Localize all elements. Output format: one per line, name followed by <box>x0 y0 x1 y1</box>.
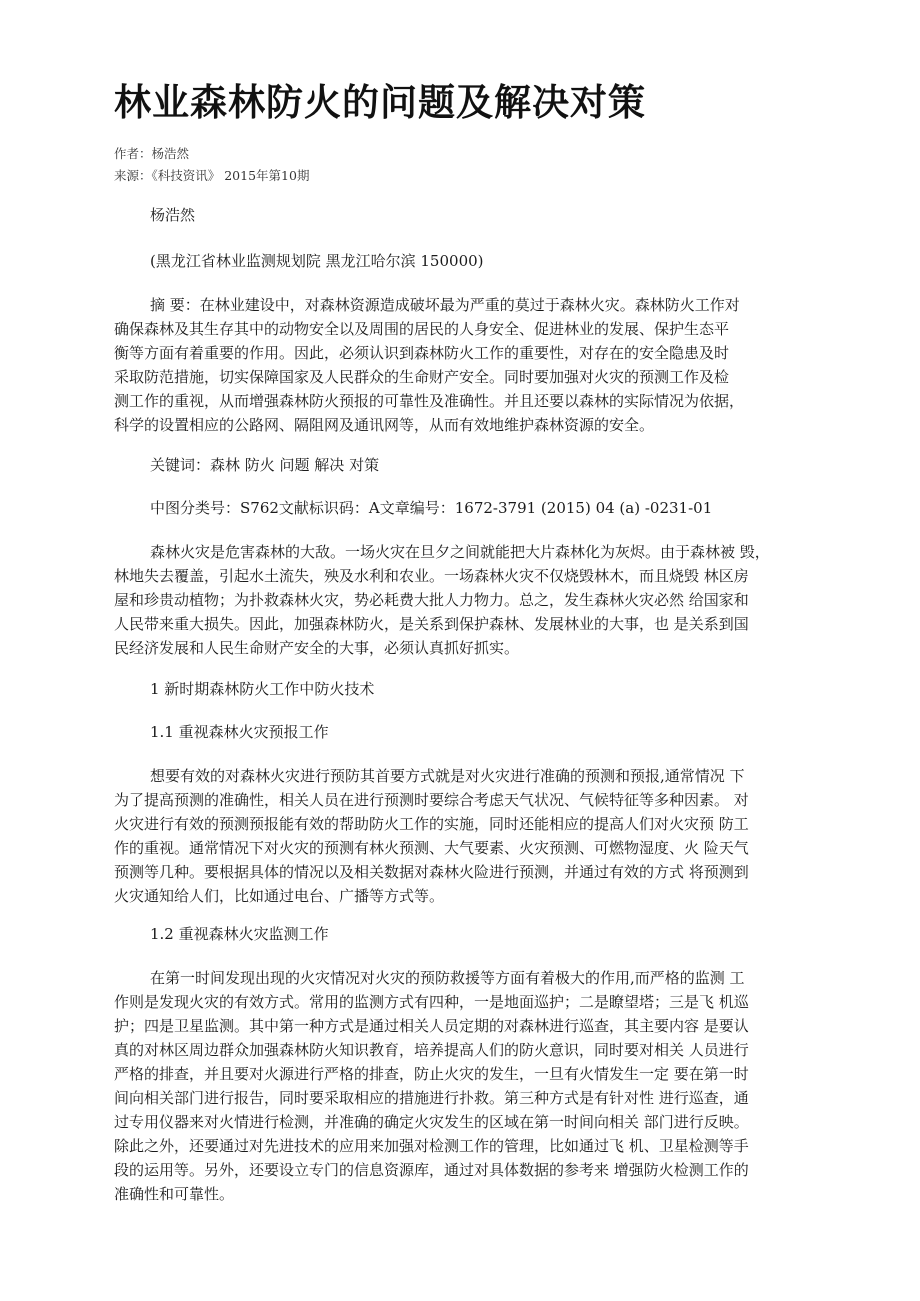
byline: 杨浩然 <box>150 206 196 224</box>
paragraph-line: 为了提高预测的准确性，相关人员在进行预测时要综合考虑天气状况、气候特征等多种因素。 对 <box>114 791 749 809</box>
section-1-1-paragraph <box>114 764 814 908</box>
paragraph-line: 间向相关部门进行报告，同时要采取相应的措施进行扑救。第三种方式是有针对性 进行巡查，通 <box>114 1089 749 1107</box>
paragraph-line: 在第一时间发现出现的火灾情况对火灾的预防救援等方面有着极大的作用,而严格的监测 工 <box>150 969 745 987</box>
classification: 中图分类号：S762文献标识码：A文章编号：1672-3791 (2015) 04 (a) -0231-01 <box>150 499 713 517</box>
abstract-line: 确保森林及其生存其中的动物安全以及周围的居民的人身安全、促进林业的发展、保护生态平 <box>114 320 730 338</box>
paragraph-line: 民经济发展和人民生命财产安全的大事，必须认真抓好抓实。 <box>114 639 520 657</box>
abstract-line: 摘 要：在林业建设中，对森林资源造成破坏最为严重的莫过于森林火灾。森林防火工作对 <box>150 296 740 314</box>
abstract-line: 采取防范措施，切实保障国家及人民群众的生命财产安全。同时要加强对火灾的预测工作及检 <box>114 368 730 386</box>
paragraph-line: 火灾通知给人们，比如通过电台、广播等方式等。 <box>114 887 445 905</box>
source-line: 来源：《科技资讯》 2015年第10期 <box>114 168 310 183</box>
author-line: 作者：杨浩然 <box>114 146 190 161</box>
abstract <box>114 293 814 437</box>
section-1-2-paragraph <box>114 966 814 1206</box>
keywords: 关键词：森林 防火 问题 解决 对策 <box>150 456 380 474</box>
paragraph-line: 人民带来重大损失。因此，加强森林防火，是关系到保护森林、发展林业的大事，也 是关系到国 <box>114 615 749 633</box>
article-title: 林业森林防火的问题及解决对策 <box>114 81 646 124</box>
paragraph-line: 作的重视。通常情况下对火灾的预测有林火预测、大气要素、火灾预测、可燃物湿度、火 险天气 <box>114 839 749 857</box>
paragraph-line: 预测等几种。要根据具体的情况以及相关数据对森林火险进行预测，并通过有效的方式 将预测到 <box>114 863 749 881</box>
section-heading-1-2: 1.2 重视森林火灾监测工作 <box>150 925 329 943</box>
affiliation: (黑龙江省林业监测规划院 黑龙江哈尔滨 150000) <box>150 252 484 270</box>
paragraph-line: 想要有效的对森林火灾进行预防其首要方式就是对火灾进行准确的预测和预报,通常情况 下 <box>150 767 745 785</box>
paragraph-line: 严格的排查，并且要对火源进行严格的排查，防止火灾的发生，一旦有火情发生一定 要在第一时 <box>114 1065 749 1083</box>
section-heading-1-1: 1.1 重视森林火灾预报工作 <box>150 723 329 741</box>
paragraph-line: 火灾进行有效的预测预报能有效的帮助防火工作的实施，同时还能相应的提高人们对火灾预 防工 <box>114 815 749 833</box>
abstract-line: 测工作的重视，从而增强森林防火预报的可靠性及准确性。并且还要以森林的实际情况为依据， <box>114 392 745 410</box>
paragraph-line: 护；四是卫星监测。其中第一种方式是通过相关人员定期的对森林进行巡查，其主要内容 是要认 <box>114 1017 749 1035</box>
paragraph-line: 真的对林区周边群众加强森林防火知识教育，培养提高人们的防火意识，同时要对相关 人员进行 <box>114 1041 749 1059</box>
paragraph-line: 准确性和可靠性。 <box>114 1185 235 1203</box>
paragraph-line: 除此之外，还要通过对先进技术的应用来加强对检测工作的管理，比如通过飞 机、卫星检测等手 <box>114 1137 749 1155</box>
abstract-line: 科学的设置相应的公路网、隔阻网及通讯网等，从而有效地维护森林资源的安全。 <box>114 416 655 434</box>
paragraph-line: 林地失去覆盖，引起水土流失，殃及水利和农业。一场森林火灾不仅烧毁林木，而且烧毁 林区房 <box>114 567 749 585</box>
paragraph-line: 段的运用等。另外，还要设立专门的信息资源库，通过对具体数据的参考来 增强防火检测工作的 <box>114 1161 749 1179</box>
paragraph-line: 屋和珍贵动植物；为扑救森林火灾，势必耗费大批人力物力。总之，发生森林火灾必然 给国家和 <box>114 591 749 609</box>
intro-paragraph <box>114 540 814 660</box>
paragraph-line: 作则是发现火灾的有效方式。常用的监测方式有四种，一是地面巡护；二是瞭望塔；三是飞 机巡 <box>114 993 749 1011</box>
abstract-line: 衡等方面有着重要的作用。因此，必须认识到森林防火工作的重要性，对存在的安全隐患及时 <box>114 344 730 362</box>
section-heading-1: 1 新时期森林防火工作中防火技术 <box>150 680 375 698</box>
paragraph-line: 过专用仪器来对火情进行检测，并准确的确定火灾发生的区域在第一时间向相关 部门进行反映。 <box>114 1113 749 1131</box>
paragraph-line: 森林火灾是危害森林的大敌。一场火灾在旦夕之间就能把大片森林化为灰烬。由于森林被 毁， <box>150 543 770 561</box>
